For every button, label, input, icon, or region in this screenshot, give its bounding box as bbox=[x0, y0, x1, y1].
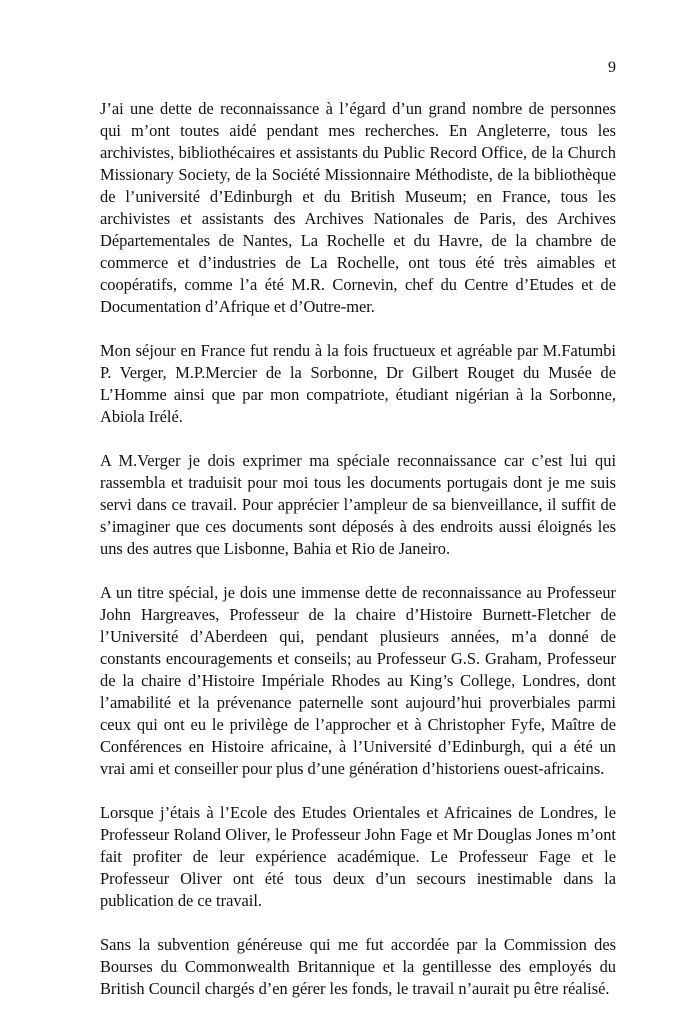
paragraph-archives-acknowledgement: J’ai une dette de reconnaissance à l’égard d’un grand nombre de personnes qui m’ont toutes aidé pendant mes recherches. En Angleterre, tous les archivistes, bibliothécaires et assistants du Public Record Office, de la Church Missionary Society, de la Société Missionnaire Méthodiste, de la bibliothèque de l’université d’Edinburgh et du British Museum; en France, tous les archivistes et assistants des Archives Nationales de Paris, des Archives Départementales de Nantes, La Rochelle et du Havre, de la chambre de commerce et d’industries de La Rochelle, ont tous été très aimables et coopératifs, comme l’a été M.R. Cornevin, chef du Centre d’Etudes et de Documentation d’Afrique et d’Outre-mer. bbox=[100, 99, 616, 316]
paragraph-professors-acknowledgement: A un titre spécial, je dois une immense dette de reconnaissance au Professeur John Hargreaves, Professeur de la chaire d’Histoire Burnett-Fletcher de l’Université d’Aberdeen qui, pendant plusieurs années, m’a donné de constants encouragements et conseils; au Professeur G.S. Graham, Professeur de la chaire d’Histoire Impériale Rhodes au King’s College, Londres, dont l’amabilité et la prévenance paternelle sont aujourd’hui proverbiales parmi ceux qui ont eu le privilège de l’approcher et à Christopher Fyfe, Maître de Conférences en Histoire africaine, à l’Université d’Edinburgh, qui a été un vrai ami et conseiller pour plus d’une génération d’historiens ouest-africains. bbox=[100, 583, 616, 778]
paragraph-france-stay: Mon séjour en France fut rendu à la fois fructueux et agréable par M.Fatumbi P. Verger, M.P.Mercier de la Sorbonne, Dr Gilbert Rouget du Musée de L’Homme ainsi que par mon compatriote, étudiant nigérian à la Sorbonne, Abiola Irélé. bbox=[100, 341, 616, 426]
paragraph-funding-acknowledgement: Sans la subvention généreuse qui me fut accordée par la Commission des Bourses du Commonwealth Britannique et la gentillesse des employés du British Council chargés d’en gérer les fonds, le travail n’aurait pu être réalisé. bbox=[100, 935, 616, 998]
paragraph-london-school: Lorsque j’étais à l’Ecole des Etudes Orientales et Africaines de Londres, le Professeur Roland Oliver, le Professeur John Fage et Mr Douglas Jones m’ont fait profiter de leur expérience académique. Le Professeur Fage et le Professeur Oliver ont été tous deux d’un secours inestimable dans la publication de ce travail. bbox=[100, 803, 616, 910]
page-number: 9 bbox=[608, 59, 616, 76]
paragraph-verger-acknowledgement: A M.Verger je dois exprimer ma spéciale reconnaissance car c’est lui qui rassembla et traduisit pour moi tous les documents portugais dont je me suis servi dans ce travail. Pour apprécier l’ampleur de sa bienveillance, il suffit de s’imaginer que ces documents sont déposés à des endroits aussi éloignés les uns des autres que Lisbonne, Bahia et Rio de Janeiro. bbox=[100, 451, 616, 558]
